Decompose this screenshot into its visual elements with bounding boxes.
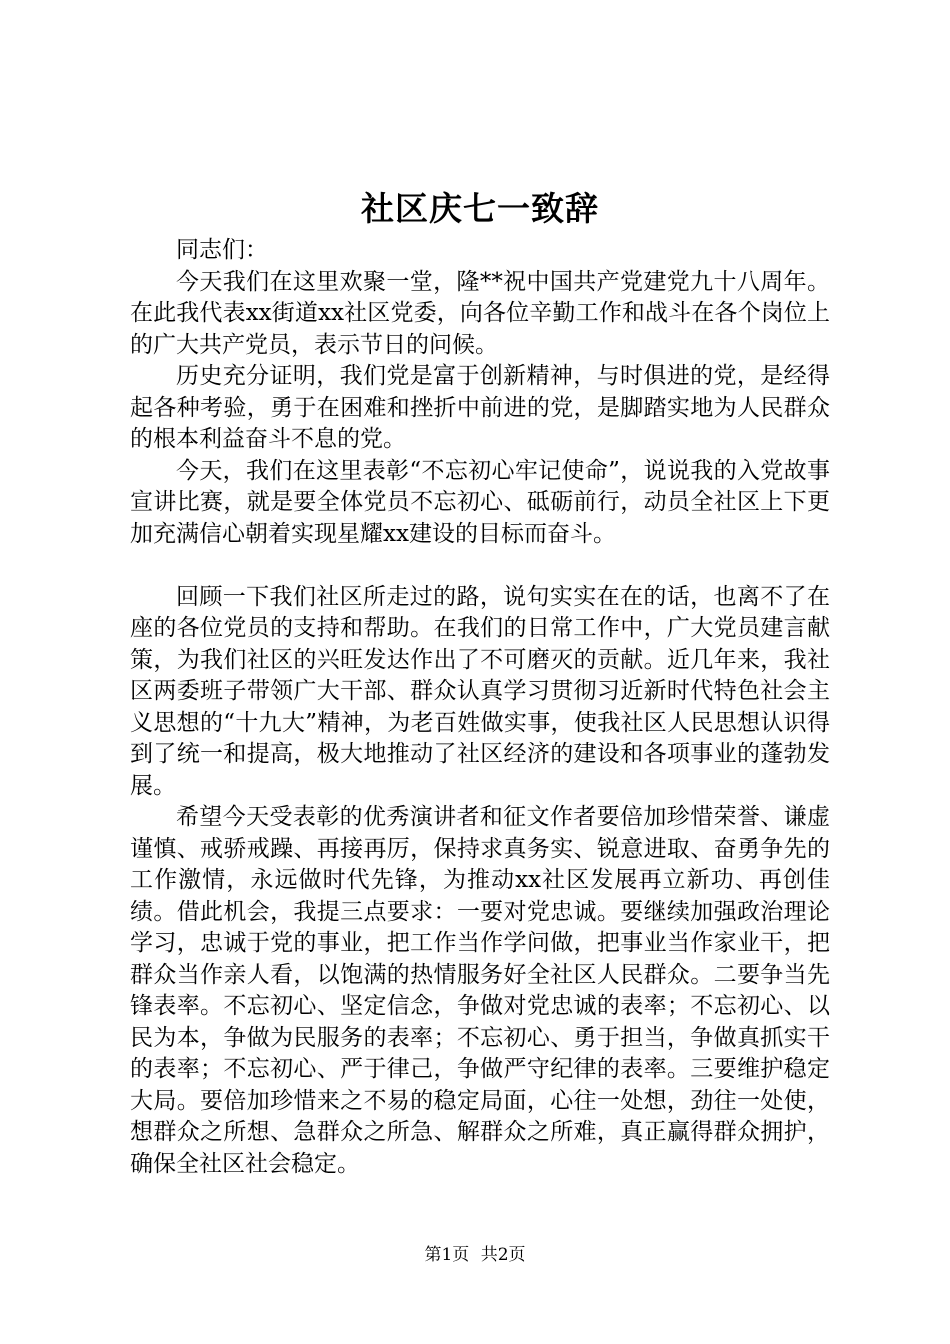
paragraph-2: 历史充分证明，我们党是富于创新精神，与时俱进的党，是经得起各种考验，勇于在困难和挫折中前进的党，是脚踏实地为人民群众的根本利益奋斗不息的党。: [130, 363, 830, 452]
paragraph-1: 今天我们在这里欢聚一堂，隆**祝中国共产党建党九十八周年。在此我代表xx街道xx社区党委，向各位辛勤工作和战斗在各个岗位上的广大共产党员，表示节日的问候。: [130, 268, 830, 358]
document-title: 社区庆七一致辞: [361, 189, 599, 228]
paragraph-4: 回顾一下我们社区所走过的路，说句实实在在的话，也离不了在座的各位党员的支持和帮助。在我们的日常工作中，广大党员建言献策，为我们社区的兴旺发达作出了不可磨灭的贡献。近几年来，我社区两委班子带领广大干部、群众认真学习贯彻习近新时代特色社会主义思想的“十九大”精神，为老百姓做实事，使我社区人民思想认识得到了统一和提高，极大地推动了社区经济的建设和各项事业的蓬勃发展。: [130, 583, 830, 799]
page-total: 共2页: [480, 1245, 526, 1265]
paragraph-spacer: [130, 550, 830, 582]
paragraph-3: 今天，我们在这里表彰“不忘初心牢记使命”，说说我的入党故事宣讲比赛，就是要全体党员不忘初心、砥砺前行，动员全社区上下更加充满信心朝着实现星耀xx建设的目标而奋斗。: [130, 457, 830, 547]
salutation: 同志们：: [176, 237, 268, 263]
paragraph-5: 希望今天受表彰的优秀演讲者和征文作者要倍加珍惜荣誉、谦虚谨慎、戒骄戒躁、再接再厉，保持求真务实、锐意进取、奋勇争先的工作激情，永远做时代先锋，为推动xx社区发展再立新功、再创佳绩。借此机会，我提三点要求：一要对党忠诚。要继续加强政治理论学习，忠诚于党的事业，把工作当作学问做，把事业当作家业干，把群众当作亲人看，以饱满的热情服务好全社区人民群众。二要争当先锋表率。不忘初心、坚定信念，争做对党忠诚的表率；不忘初心、以民为本，争做为民服务的表率；不忘初心、勇于担当，争做真抓实干的表率；不忘初心、严于律己，争做严守纪律的表率。三要维护稳定大局。要倍加珍惜来之不易的稳定局面，心往一处想，劲往一处使，想群众之所想、急群众之所急、解群众之所难，真正赢得群众拥护，确保全社区社会稳定。: [130, 804, 830, 1177]
document-page: [130, 185, 830, 1180]
page-number: 第1页: [424, 1245, 470, 1265]
document-body: [130, 235, 830, 1180]
page-footer: [0, 1243, 950, 1267]
